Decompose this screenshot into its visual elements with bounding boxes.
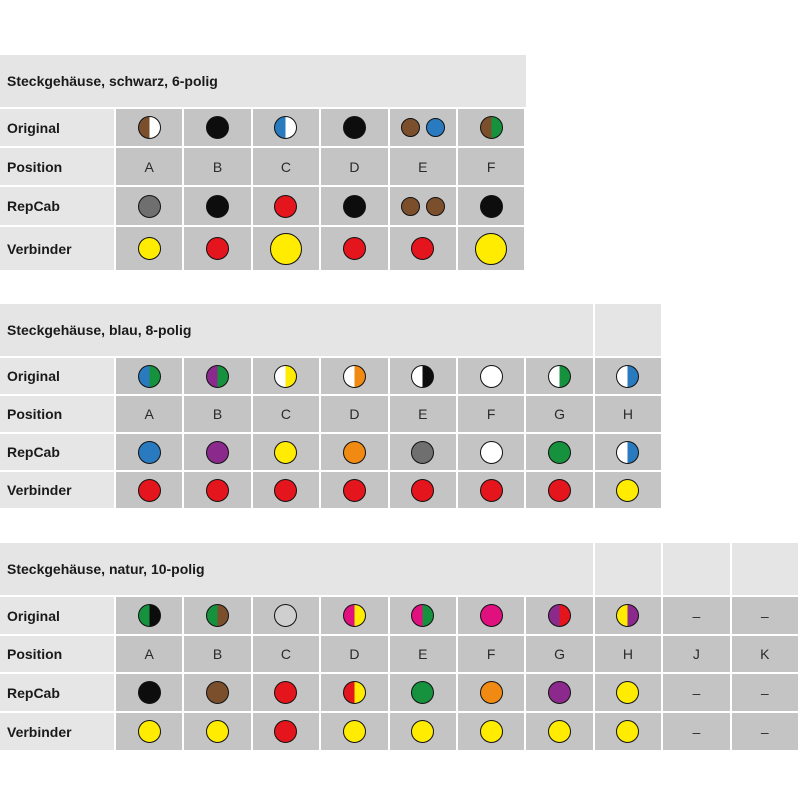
table-cell (390, 636, 456, 672)
dash-placeholder: – (692, 723, 701, 740)
position-letter: H (622, 646, 634, 662)
white-yellow-split-circle-icon (274, 365, 297, 388)
table-cell (390, 713, 456, 750)
table-cell (526, 636, 592, 672)
header-extra-cell (595, 543, 661, 595)
table-cell (458, 148, 524, 185)
table-cell (116, 396, 182, 432)
table-cell (458, 227, 524, 270)
position-letter: C (280, 646, 292, 662)
table-cell (116, 597, 182, 634)
table-cell (116, 674, 182, 711)
red-circle-icon (548, 479, 571, 502)
table-cell (184, 396, 250, 432)
red-yellow-split-circle-icon (343, 681, 366, 704)
table-cell (526, 358, 592, 394)
yellow-circle-icon (616, 479, 639, 502)
brown-twin-circle-icon-1 (401, 197, 420, 216)
position-letter: A (144, 158, 154, 175)
table-cell (116, 636, 182, 672)
black-circle-icon (480, 195, 503, 218)
yellow-circle-icon (138, 237, 161, 260)
table-cell (184, 597, 250, 634)
black-circle-icon (343, 116, 366, 139)
table-cell (526, 434, 592, 470)
position-letter: H (622, 406, 634, 422)
table-cell (253, 472, 319, 508)
table-cell (595, 597, 661, 634)
table-cell (663, 636, 729, 672)
table-cell (116, 713, 182, 750)
table-header (0, 543, 526, 595)
position-letter: E (418, 158, 428, 175)
position-letter: C (280, 406, 292, 422)
header-extra-cell (663, 543, 729, 595)
position-letter: G (554, 646, 566, 662)
row-label: RepCab (0, 674, 114, 711)
table-header (0, 55, 526, 107)
yellow-circle-icon (548, 720, 571, 743)
table-cell (321, 109, 387, 146)
table-cell (732, 597, 798, 634)
red-circle-icon (274, 720, 297, 743)
table-cell (253, 396, 319, 432)
table-cell (253, 674, 319, 711)
table-cell (116, 227, 182, 270)
table-cell (116, 358, 182, 394)
table-cell (184, 472, 250, 508)
yellow-circle-icon (206, 720, 229, 743)
dash-placeholder: – (692, 607, 701, 624)
table-cell (253, 227, 319, 270)
green-circle-icon (411, 681, 434, 704)
table-cell (390, 227, 456, 270)
white-black-split-circle-icon (411, 365, 434, 388)
position-letter: B (212, 158, 223, 175)
table-cell (526, 472, 592, 508)
green-circle-icon (548, 441, 571, 464)
table-cell (116, 109, 182, 146)
row-label: RepCab (0, 434, 114, 470)
yellow-large-circle-icon (270, 233, 302, 265)
brown-white-split-circle-icon (138, 116, 161, 139)
table-cell (663, 597, 729, 634)
table-cell (184, 148, 250, 185)
table-cell (116, 187, 182, 225)
table-cell (732, 674, 798, 711)
magenta-yellow-split-circle-icon (343, 604, 366, 627)
yellow-circle-icon (138, 720, 161, 743)
position-letter: F (486, 646, 496, 662)
table-cell (116, 434, 182, 470)
table-cell (253, 187, 319, 225)
magenta-green-split-circle-icon (411, 604, 434, 627)
table-cell (184, 109, 250, 146)
table-cell (253, 597, 319, 634)
position-letter: D (349, 406, 360, 422)
table-cell (732, 713, 798, 750)
position-letter: E (418, 406, 428, 422)
table-cell (253, 434, 319, 470)
table-cell (253, 148, 319, 185)
position-letter: J (692, 646, 700, 662)
table-cell (595, 713, 661, 750)
table-cell (321, 358, 387, 394)
table-cell (595, 358, 661, 394)
row-label: Verbinder (0, 713, 114, 750)
table-cell (390, 674, 456, 711)
brown-twin-circle-icon-2 (426, 197, 445, 216)
position-letter: B (212, 646, 223, 662)
position-letter: K (760, 646, 770, 662)
red-circle-icon (274, 195, 297, 218)
table-cell (253, 358, 319, 394)
table-cell (184, 358, 250, 394)
table-title: Steckgehäuse, blau, 8-polig (7, 322, 192, 338)
table-title: Steckgehäuse, natur, 10-polig (7, 561, 205, 577)
dash-placeholder: – (692, 684, 701, 701)
row-label: Original (0, 597, 114, 634)
table-cell (732, 636, 798, 672)
brown-circle-icon (206, 681, 229, 704)
position-letter: E (418, 646, 428, 662)
table-cell (321, 187, 387, 225)
white-circle-icon (480, 365, 503, 388)
table-cell (458, 434, 524, 470)
table-cell (184, 674, 250, 711)
position-letter: F (486, 406, 496, 422)
black-circle-icon (138, 681, 161, 704)
table-cell (321, 148, 387, 185)
table-cell (526, 674, 592, 711)
header-extra-cell (595, 304, 661, 356)
row-label: Verbinder (0, 472, 114, 508)
yellow-circle-icon (411, 720, 434, 743)
row-label: Position (0, 396, 114, 432)
row-label: Position (0, 148, 114, 185)
magenta-circle-icon (480, 604, 503, 627)
position-letter: D (349, 158, 360, 175)
position-letter: F (486, 158, 496, 175)
red-circle-icon (206, 237, 229, 260)
table-cell (184, 227, 250, 270)
table-title: Steckgehäuse, schwarz, 6-polig (7, 73, 218, 89)
position-letter: G (554, 406, 566, 422)
yellow-circle-icon (343, 720, 366, 743)
purple-red-split-circle-icon (548, 604, 571, 627)
green-black-split-circle-icon (138, 604, 161, 627)
table-cell (321, 674, 387, 711)
gray-circle-icon (138, 195, 161, 218)
table-cell (321, 227, 387, 270)
table-cell (321, 713, 387, 750)
white-blue-split-circle-icon (616, 441, 639, 464)
white-orange-split-circle-icon (343, 365, 366, 388)
black-circle-icon (343, 195, 366, 218)
header-extra-cell (526, 543, 592, 595)
table-cell (458, 358, 524, 394)
black-circle-icon (206, 195, 229, 218)
blue-circle-icon (138, 441, 161, 464)
table-cell (390, 396, 456, 432)
row-label: Position (0, 636, 114, 672)
table-cell (526, 597, 592, 634)
table-cell (458, 187, 524, 225)
table-cell (595, 674, 661, 711)
brown-green-split-circle-icon (480, 116, 503, 139)
table-cell (458, 396, 524, 432)
table-cell (595, 434, 661, 470)
table-cell (458, 674, 524, 711)
blue-brown-twin-circle-icon-2 (426, 118, 445, 137)
black-circle-icon (206, 116, 229, 139)
table-cell (663, 713, 729, 750)
table-cell (390, 109, 456, 146)
orange-circle-icon (343, 441, 366, 464)
table-cell (184, 713, 250, 750)
position-letter: B (212, 406, 223, 422)
table-cell (526, 396, 592, 432)
table-cell (458, 109, 524, 146)
table-cell (390, 358, 456, 394)
table-cell (526, 713, 592, 750)
white-circle-icon (480, 441, 503, 464)
table-cell (458, 713, 524, 750)
red-circle-icon (480, 479, 503, 502)
table-cell (390, 472, 456, 508)
purple-green-split-circle-icon (206, 365, 229, 388)
yellow-purple-split-circle-icon (616, 604, 639, 627)
table-cell (663, 674, 729, 711)
light-gray-circle-icon (274, 604, 297, 627)
yellow-circle-icon (274, 441, 297, 464)
yellow-circle-icon (616, 720, 639, 743)
red-circle-icon (343, 237, 366, 260)
purple-circle-icon (548, 681, 571, 704)
red-circle-icon (274, 681, 297, 704)
orange-circle-icon (480, 681, 503, 704)
yellow-large-circle-icon (475, 233, 507, 265)
table-cell (184, 636, 250, 672)
row-label: RepCab (0, 187, 114, 225)
table-cell (390, 187, 456, 225)
header-extra-cell (526, 304, 592, 356)
table-cell (321, 636, 387, 672)
dash-placeholder: – (760, 607, 769, 624)
red-circle-icon (206, 479, 229, 502)
table-cell (253, 713, 319, 750)
gray-circle-icon (411, 441, 434, 464)
table-cell (321, 434, 387, 470)
white-blue-split-circle-icon (616, 365, 639, 388)
table-cell (595, 636, 661, 672)
table-cell (390, 148, 456, 185)
row-label: Original (0, 358, 114, 394)
blue-white-split-circle-icon (274, 116, 297, 139)
position-letter: D (349, 646, 360, 662)
table-header (0, 304, 526, 356)
table-cell (116, 472, 182, 508)
table-cell (184, 187, 250, 225)
table-cell (390, 597, 456, 634)
table-cell (184, 434, 250, 470)
yellow-circle-icon (480, 720, 503, 743)
position-letter: A (144, 406, 154, 422)
header-extra-cell (732, 543, 798, 595)
red-circle-icon (411, 479, 434, 502)
table-cell (253, 636, 319, 672)
table-cell (321, 396, 387, 432)
table-cell (458, 472, 524, 508)
table-cell (253, 109, 319, 146)
red-circle-icon (411, 237, 434, 260)
table-cell (390, 434, 456, 470)
blue-green-split-circle-icon (138, 365, 161, 388)
table-cell (321, 597, 387, 634)
row-label: Verbinder (0, 227, 114, 270)
table-cell (458, 636, 524, 672)
yellow-circle-icon (616, 681, 639, 704)
row-label: Original (0, 109, 114, 146)
green-brown-split-circle-icon (206, 604, 229, 627)
purple-circle-icon (206, 441, 229, 464)
table-cell (116, 148, 182, 185)
dash-placeholder: – (760, 684, 769, 701)
table-cell (595, 472, 661, 508)
blue-brown-twin-circle-icon-1 (401, 118, 420, 137)
red-circle-icon (274, 479, 297, 502)
red-circle-icon (343, 479, 366, 502)
position-letter: A (144, 646, 154, 662)
dash-placeholder: – (760, 723, 769, 740)
white-green-split-circle-icon (548, 365, 571, 388)
table-cell (321, 472, 387, 508)
position-letter: C (280, 158, 292, 175)
table-cell (458, 597, 524, 634)
table-cell (595, 396, 661, 432)
red-circle-icon (138, 479, 161, 502)
